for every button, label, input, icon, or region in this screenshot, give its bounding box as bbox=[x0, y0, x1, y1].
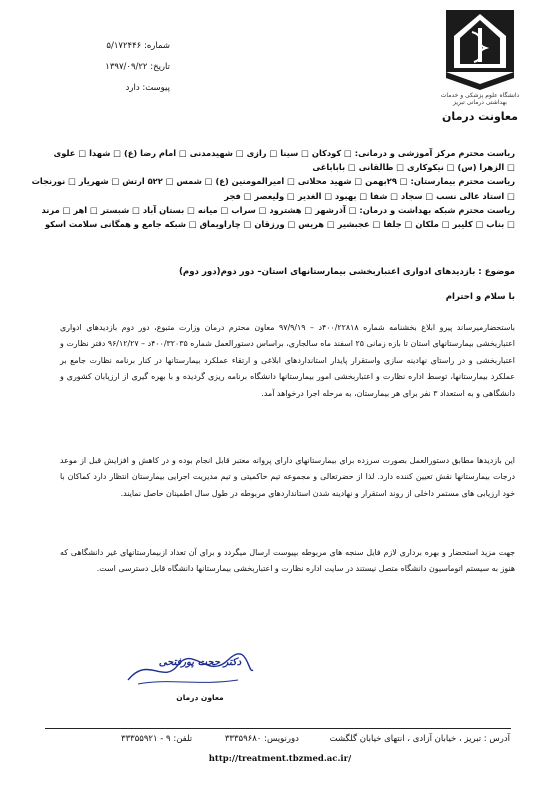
recipient-line: □ بناب □ کلیبر □ ملکان □ جلفا □ عجبشیر □ هریس □ ورزقان □ چاراویماق □ شبکه جامع و همگانی سلامت اسکو bbox=[44, 219, 515, 230]
body-paragraph: باستحضارمیرساند پیرو ابلاغ بخشنامه شماره ۴۰۰/۲۲۸۱۸د – ۹۷/۹/۱۹ معاون محترم درمان وزارت متبوع، دور دوم بازدیدهای ادواری اعتباربخشی بیمارستانهای استان تا بازه زمانی ۲۵ اسفند ماه سالجاری، براساس دستورالعمل شماره ۴۰۰/۳۲۰۳۵د – ۹۶/۱۲/۲۷ دفتر نظارت و اعتباربخشی و در راستای نهادینه سازی واستقرار پایدار استانداردهای ابلاغی و ارتقاء عملکرد بیمارستانها در کنار برنامه نظارت جامع بر عملکرد بیمارستانها، توسط اداره نظارت و اعتباربخشی امور بیمارستانها دانشگاه برنامه ریزی گردیده و با بهره گیری از ارزیابان کشوری و دانشگاهی و به استعداد ۳ نفر برای هر بیمارستان، به مرحله اجرا درخواهد آمد. bbox=[60, 323, 515, 398]
body-paragraph: این بازدیدها مطابق دستورالعمل بصورت سرزده برای بیمارستانهای دارای پروانه معتبر قابل انجام بوده و در کاهش و افزایش قبل از موعد درجات بیمارستانها نقش تعیین کننده دارد. لذا از حضرتعالی و مجموعه تیم حاکمیتی و تیم مدیریت اجرایی بیمارستان انتظار دارد کماکان با خود ارزیابی های مستمر داخلی از روند استقرار و نهادینه شدن استانداردهای مربوطه در طول سال اطمینان حاصل نمایند. bbox=[60, 456, 515, 498]
recipient-line: ریاست محترم شبکه بهداشت و درمان: □ آذرشهر □ هشترود □ سراب □ میانه □ بستان آباد □ شبستر □ اهر □ مرند bbox=[41, 204, 515, 215]
footer-address: آدرس : تبریز ، خیابان آزادی ، انتهای خیابان گلگشت bbox=[329, 734, 510, 744]
signature-scribble bbox=[118, 650, 258, 690]
letter-date: تاریخ: ۱۳۹۷/۰۹/۲۲ bbox=[105, 62, 170, 72]
emblem-icon bbox=[440, 6, 520, 91]
signature-name-script: دکتر حجت پورفتحی bbox=[158, 657, 242, 668]
footer-fax: دورنویس: ۳۳۳۵۹۶۸۰ bbox=[224, 734, 299, 744]
recipient-line: □ الزهرا (س) □ نیکوکاری □ طالقانی □ باباباغی bbox=[312, 162, 515, 173]
recipient-line: ریاست محترم مرکز آموزشی و درمانی: □ کودکان □ سینا □ رازی □ شهیدمدنی □ امام رضا (ع) □ شهدا □ علوی bbox=[53, 148, 515, 158]
footer-divider bbox=[45, 728, 511, 729]
letter-number: شماره: ۵/۱۷۲۴۴۶ bbox=[106, 41, 170, 51]
body-paragraph: جهت مزید استحضار و بهره برداری لازم فایل سنجه های مربوطه بپیوست ارسال میگردد و برای آن تعداد ازبیمارستانهای غیر دانشگاهی که هنوز به سیستم اتوماسیون دانشگاه متصل نیستند در سایت اداره نظارت و اعتباربخشی بیمارستانها دانشگاه قابل دسترسی است. bbox=[60, 548, 515, 574]
signature-title: معاون درمان bbox=[176, 693, 224, 702]
letter-greeting: با سلام و احترام bbox=[445, 292, 515, 302]
letter-attachment: پیوست: دارد bbox=[125, 83, 170, 93]
university-logo bbox=[440, 6, 520, 146]
logo-caption-university: دانشگاه علوم پزشکی و خدمات بهداشتی درمانی تبریز bbox=[440, 92, 520, 106]
letter-subject: موضوع : بازدیدهای ادواری اعتباربخشی بیمارستانهای استان– دور دوم(دور دوم) bbox=[178, 267, 515, 277]
logo-caption-deputy: معاونت درمان bbox=[442, 110, 518, 123]
footer-website[interactable]: http://treatment.tbzmed.ac.ir/ bbox=[208, 754, 352, 764]
recipient-line: □ استاد عالی نسب □ سجاد □ شفا □ بهبود □ الغدیر □ ولیعصر □ فجر bbox=[224, 190, 515, 201]
recipients-block bbox=[31, 146, 515, 231]
footer-phone: تلفن: ۹ - ۳۳۳۵۵۹۲۱ bbox=[121, 734, 193, 744]
letter-meta bbox=[60, 36, 170, 99]
footer-contact bbox=[40, 734, 510, 744]
recipient-line: ریاست محترم بیمارستان: □ ۲۹بهمن □ شهید محلاتی □ امیرالمومنین (ع) □ شمس □ ۵۲۲ ارتش □ شهریار □ نورنجات bbox=[31, 176, 515, 187]
